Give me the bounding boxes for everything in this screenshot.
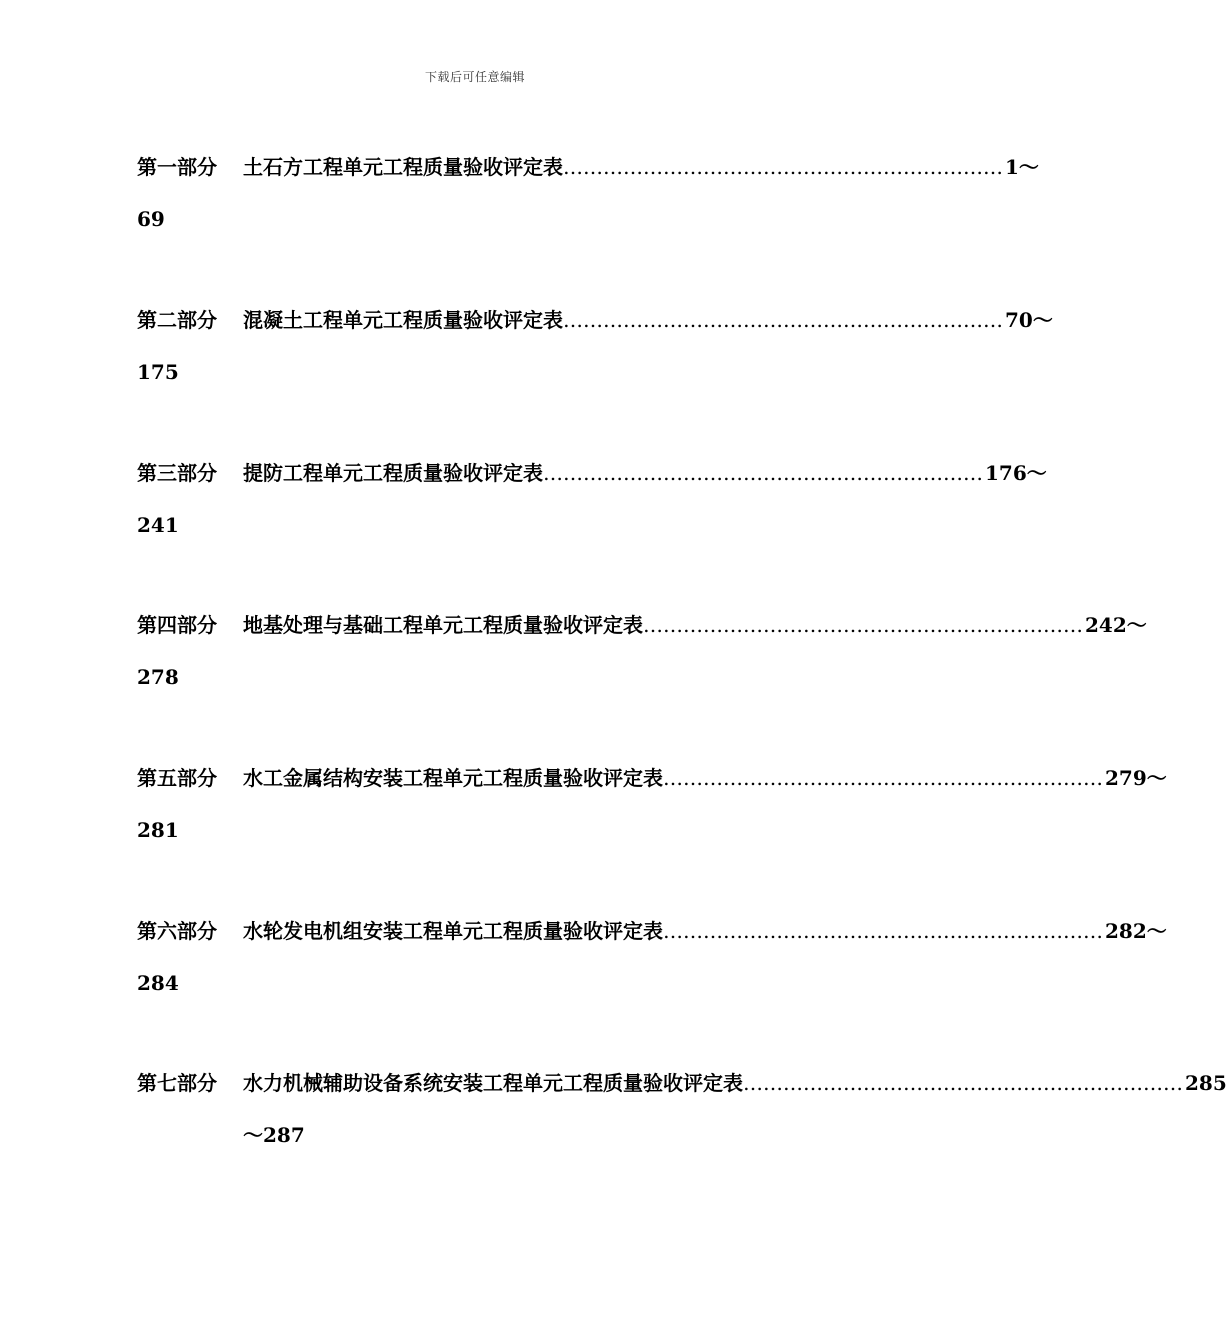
toc-leader-dots: ………………………………………………………… [663,919,1103,943]
toc-page-start: 242～ [1085,613,1147,637]
toc-part-label: 第七部分 [137,1071,217,1095]
toc-leader-dots: ………………………………………………………… [563,155,1003,179]
toc-entry-line [137,610,1147,640]
toc-title: 混凝土工程单元工程质量验收评定表 [243,308,563,332]
toc-title-row [243,610,1147,640]
toc-page-end: 278 [137,665,179,689]
toc-title-row [243,916,1167,946]
toc-title-row [243,763,1167,793]
toc-leader-dots: ………………………………………………………… [743,1071,1183,1095]
toc-leader-dots: ………………………………………………………… [543,461,983,485]
toc-page-end: 284 [137,971,179,995]
toc-leader-dots: ………………………………………………………… [643,613,1083,637]
toc-part-label: 第一部分 [137,155,217,179]
toc-page-end: 281 [137,818,179,842]
toc-page-end: 175 [137,360,179,384]
toc-entry-line [137,305,1053,335]
toc-entry-5[interactable] [137,763,1167,845]
toc-title: 水力机械辅助设备系统安装工程单元工程质量验收评定表 [243,1071,743,1095]
toc-entry-2[interactable] [137,305,1053,387]
toc-entry-3[interactable] [137,458,1047,540]
toc-title: 水工金属结构安装工程单元工程质量验收评定表 [243,766,663,790]
toc-page-start: 279～ [1105,766,1167,790]
toc-page-start: 285 [1185,1071,1227,1095]
toc-entry-line [137,152,1039,182]
toc-page-start: 70～ [1005,308,1053,332]
toc-entry-4[interactable] [137,610,1147,692]
toc-leader-dots: ………………………………………………………… [563,308,1003,332]
toc-entry-7[interactable] [137,1068,1227,1150]
toc-page-end: 241 [137,513,179,537]
toc-page-start: 1～ [1005,155,1039,179]
toc-entry-line [137,1068,1227,1098]
toc-title: 水轮发电机组安装工程单元工程质量验收评定表 [243,919,663,943]
toc-page-end: ～287 [243,1123,305,1147]
toc-page-end: 69 [137,207,165,231]
toc-entry-6[interactable] [137,916,1167,998]
toc-title: 土石方工程单元工程质量验收评定表 [243,155,563,179]
toc-part-label: 第三部分 [137,461,217,485]
toc-title-row [243,305,1053,335]
toc-title-row [243,1068,1227,1098]
toc-title-row [243,458,1047,488]
toc-part-label: 第六部分 [137,919,217,943]
toc-title: 地基处理与基础工程单元工程质量验收评定表 [243,613,643,637]
toc-part-label: 第四部分 [137,613,217,637]
toc-entry-1[interactable] [137,152,1039,234]
toc-entry-line [137,458,1047,488]
toc-leader-dots: ………………………………………………………… [663,766,1103,790]
toc-part-label: 第五部分 [137,766,217,790]
toc-page-start: 282～ [1105,919,1167,943]
page-header: 下载后可任意编辑 [424,70,525,84]
toc-entry-line [137,763,1167,793]
toc-title-row [243,152,1039,182]
toc-entry-line [137,916,1167,946]
toc-page-start: 176～ [985,461,1047,485]
toc-title: 提防工程单元工程质量验收评定表 [243,461,543,485]
toc-part-label: 第二部分 [137,308,217,332]
